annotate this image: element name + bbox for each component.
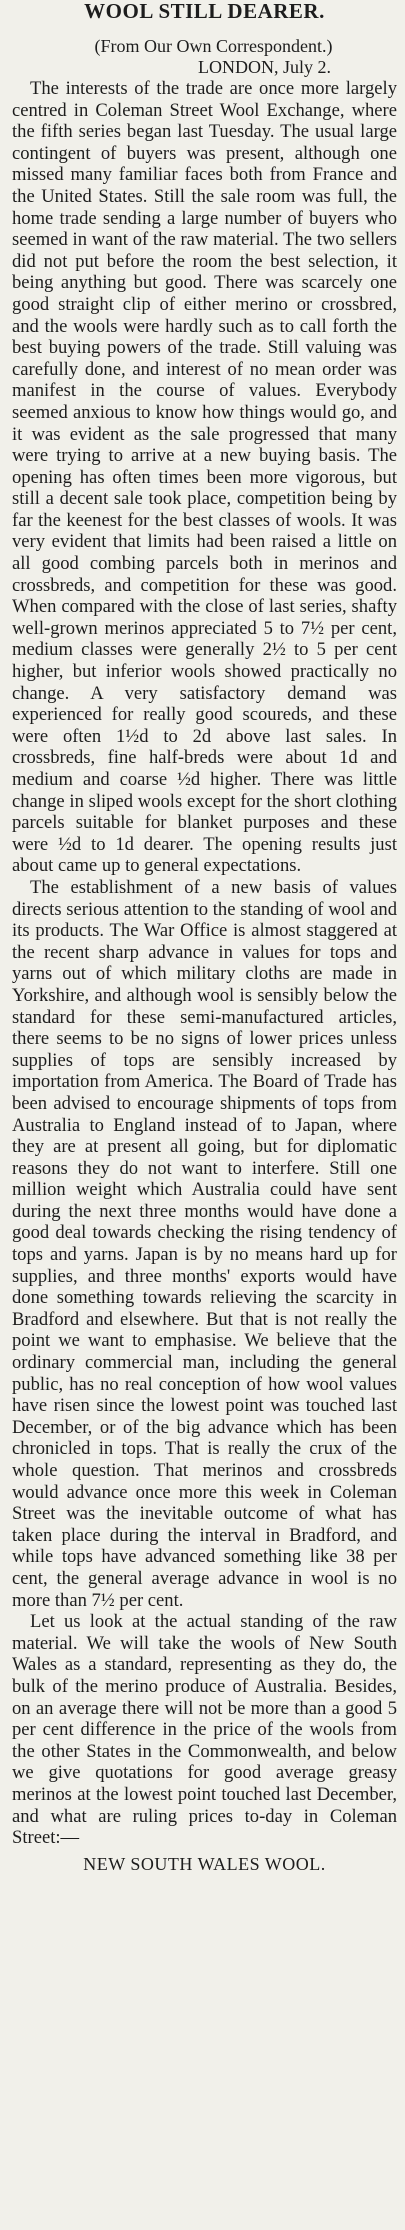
- paragraph-raw-material: Let us look at the actual standing of the raw material. We will take the wools of New South Wales as a standard, representing as they do, the bulk of the merino produce of Australia. Besides, on an average there will not be more than a good 5 per cent difference in the price of the wools from the other States in the Commonwealth, and below we give quotations for good average greasy merinos at the lowest point touched last December, and what are ruling prices to-day in Coleman Street:—: [12, 1611, 397, 1849]
- paragraph-tops-and-yarns: The establishment of a new basis of values directs serious attention to the standing of wool and its products. The War Office is almost staggered at the recent sharp advance in values for tops and yarns out of which military cloths are made in Yorkshire, and although wool is sensibly below the standard for these semi-manufactured articles, there seems to be no signs of lower prices unless supplies of tops are sensibly increased by importation from America. The Board of Trade has been advised to encourage shipments of tops from Australia to England instead of to Japan, where they are at present all going, but for diplomatic reasons they do not want to interfere. Still one million weight which Australia could have sent during the next three months would have done a good deal towards checking the rising tendency of tops and yarns. Japan is by no means hard up for supplies, and three months' exports would have done something towards relieving the scarcity in Bradford and elsewhere. But that is not really the point we want to emphasise. We believe that the ordinary commercial man, including the general public, has no real conception of how wool values have risen since the lowest point was touched last December, or of the big advance which has been chronicled in tops. That is really the crux of the whole question. That merinos and crossbreds would advance once more this week in Coleman Street was the inevitable outcome of what has taken place during the interval in Bradford, and while tops have advanced something like 38 per cent, the general average advance in wool is no more than 7½ per cent.: [12, 876, 397, 1611]
- article-byline: (From Our Own Correspondent.): [94, 36, 333, 56]
- article-dateline: LONDON, July 2.: [198, 57, 331, 77]
- table-subhead: NEW SOUTH WALES WOOL.: [83, 1853, 326, 1874]
- article-headline: WOOL STILL DEARER.: [84, 0, 325, 23]
- paragraph-sale-opening: The interests of the trade are once more largely centred in Coleman Street Wool Exchange, where the fifth series began last Tuesday. The usual large contingent of buyers was present, although one missed many familiar faces both from France and the United States. Still the sale room was full, the home trade sending a large number of buyers who seemed in want of the raw material. The two sellers did not put before the room the best selection, it being anything but good. There was scarcely one good straight clip of either merino or crossbred, and the wools were hardly such as to call forth the best buying powers of the trade. Still valuing was carefully done, and interest of no mean order was manifest in the course of values. Everybody seemed anxious to know how things would go, and it was evident as the sale progressed that many were trying to arrive at a new buying basis. The opening has often times been more vigorous, but still a decent sale took place, competition being by far the keenest for the best classes of wools. It was very evident that limits had been raised a little on all good combing parcels both in merinos and crossbreds, and competition for these was good. When compared with the close of last series, shafty well-grown merinos appreciated 5 to 7½ per cent, medium classes were generally 2½ to 5 per cent higher, but inferior wools showed practically no change. A very satisfactory demand was experienced for really good scoureds, and these were often 1½d to 2d above last sales. In crossbreds, fine half-breds were about 1d and medium and coarse ½d higher. There was little change in sliped wools except for the short clothing parcels suitable for blanket purposes and these were ½d to 1d dearer. The opening results just about came up to general expectations.: [12, 78, 397, 877]
